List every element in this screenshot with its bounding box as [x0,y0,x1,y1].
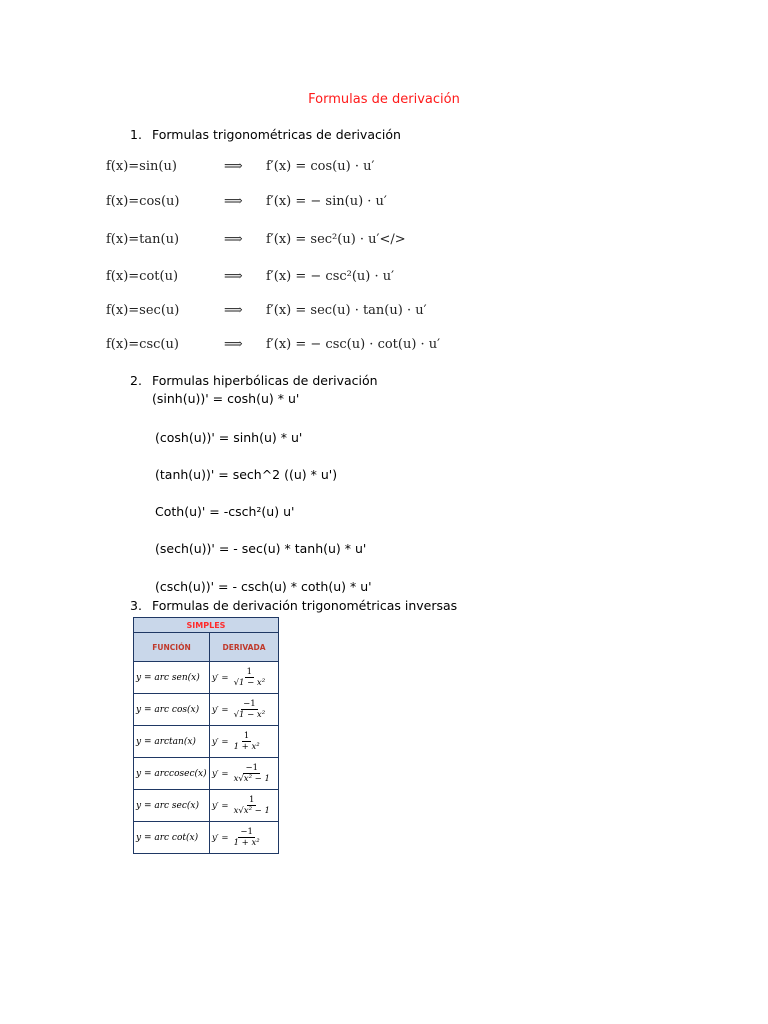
implies-arrow: ⟹ [224,159,243,174]
implies-arrow: ⟹ [224,337,243,352]
derivative-lead: y′ = [212,768,229,779]
hyperbolic-formula: Coth(u)' = -csch²(u) u' [155,504,295,519]
derivative-cell [210,662,279,694]
hyperbolic-formula: (tanh(u))' = sech^2 ((u) * u') [155,467,338,482]
hyperbolic-formula: (cosh(u))' = sinh(u) * u' [155,430,303,445]
table-row [134,790,279,822]
implies-arrow: ⟹ [224,303,243,318]
formula-lhs: f(x)=tan(u) [106,232,180,247]
formula-rhs: f′(x) = − csc(u) · cot(u) · u′ [266,337,441,352]
numerator: 1 [243,730,250,741]
trig-formula-row [106,337,440,352]
implies-arrow: ⟹ [224,269,243,284]
fraction [232,667,268,689]
numerator: 1 [249,794,255,805]
derivative-cell [210,822,279,854]
implies-arrow: ⟹ [224,194,243,209]
formula-lhs: f(x)=csc(u) [106,337,179,352]
implies-arrow: ⟹ [224,232,243,247]
fraction [232,763,272,785]
section-1-number: 1. [130,127,142,142]
table-caption: SIMPLES [134,618,279,633]
function-cell: y = arc sec(x) [134,790,210,822]
derivative-cell [210,790,279,822]
hyperbolic-formula: (csch(u))' = - csch(u) * coth(u) * u' [155,579,372,594]
column-header-derivative: DERIVADA [210,633,279,662]
function-cell: y = arctan(x) [134,726,210,758]
derivative-lead: y′ = [212,672,229,683]
derivative-cell [210,694,279,726]
function-cell: y = arc cos(x) [134,694,210,726]
fraction [232,827,262,849]
formula-lhs: f(x)=cos(u) [106,194,180,209]
section-1-heading [130,127,401,142]
trig-formula-row [106,232,406,247]
column-header-function: FUNCIÓN [134,633,210,662]
table-row [134,822,279,854]
section-1-title: Formulas trigonométricas de derivación [152,127,401,142]
trig-formula-row [106,194,387,209]
section-2-number: 2. [130,373,142,388]
derivative-lead: y′ = [212,704,229,715]
table-row [134,758,279,790]
inverse-trig-table [133,617,279,854]
denominator: √1 − x² [233,709,266,720]
fraction [232,731,262,753]
derivative-cell [210,726,279,758]
derivative-lead: y′ = [212,736,229,747]
formula-rhs: f′(x) = − csc²(u) · u′ [266,269,395,284]
table-row [134,694,279,726]
numerator: 1 [246,666,253,677]
page-title: Formulas de derivación [308,92,460,107]
section-3-number: 3. [130,598,142,613]
numerator: −1 [243,698,256,709]
trig-formula-row [106,269,394,284]
formula-rhs: f′(x) = − sin(u) · u′ [266,194,387,209]
function-cell: y = arccosec(x) [134,758,210,790]
section-2-title: Formulas hiperbólicas de derivación [152,373,378,388]
denominator: 1 + x² [233,741,260,752]
formula-lhs: f(x)=cot(u) [106,269,179,284]
derivative-cell [210,758,279,790]
formula-lhs: f(x)=sin(u) [106,159,177,174]
formula-rhs: f′(x) = cos(u) · u′ [266,159,375,174]
function-cell: y = arc cot(x) [134,822,210,854]
trig-formula-row [106,159,374,174]
derivative-lead: y′ = [212,800,229,811]
fraction [232,699,268,721]
numerator: −1 [245,762,258,773]
section-3-heading [130,598,457,613]
section-2-heading [130,373,378,388]
denominator: 1 + x² [233,837,260,848]
numerator: −1 [240,826,253,837]
denominator: x√x² − 1 [233,773,270,784]
formula-rhs: f′(x) = sec(u) · tan(u) · u′ [266,303,427,318]
fraction [232,795,272,817]
derivative-lead: y′ = [212,832,229,843]
table-row [134,662,279,694]
hyperbolic-formula: (sinh(u))' = cosh(u) * u' [152,391,300,406]
formula-lhs: f(x)=sec(u) [106,303,180,318]
function-cell: y = arc sen(x) [134,662,210,694]
formula-rhs: f′(x) = sec²(u) · u′</> [266,232,406,247]
section-3-title: Formulas de derivación trigonométricas inversas [152,598,458,613]
hyperbolic-formula: (sech(u))' = - sec(u) * tanh(u) * u' [155,541,367,556]
denominator: √1 − x² [233,677,266,688]
table-row [134,726,279,758]
trig-formula-row [106,303,427,318]
denominator: x√x² − 1 [233,805,270,816]
